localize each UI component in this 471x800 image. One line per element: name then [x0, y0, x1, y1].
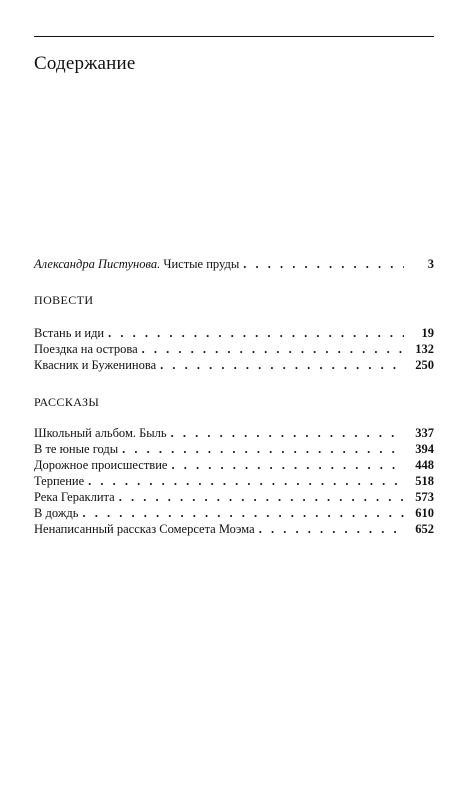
leader-dots [171, 425, 404, 441]
page-number: 448 [415, 458, 434, 472]
page-number: 394 [415, 442, 434, 456]
toc-entry-title: Встань и иди [34, 326, 105, 340]
toc-entry-title: Терпение [34, 474, 85, 488]
toc-entry-label [34, 256, 239, 272]
leader-dots [122, 441, 404, 457]
toc-entry [34, 325, 434, 341]
section-heading: РАССКАЗЫ [34, 395, 100, 409]
toc-entry-title: Ненаписанный рассказ Сомерсета Моэма [34, 522, 255, 536]
page-number: 518 [415, 474, 434, 488]
leader-dots [82, 505, 404, 521]
toc-entry-title: Школьный альбом. Быль [34, 426, 167, 440]
page-number: 19 [421, 326, 434, 340]
toc-entry [34, 473, 434, 489]
toc-entry-title: В дождь [34, 506, 79, 520]
intro-title: Чистые пруды [163, 257, 240, 271]
toc-entry-title: В те юные годы [34, 442, 119, 456]
toc-entry [34, 425, 434, 441]
toc-entry-title: Поездка на острова [34, 342, 138, 356]
toc-entry [34, 341, 434, 357]
section-heading: ПОВЕСТИ [34, 293, 94, 307]
page-number: 610 [415, 506, 434, 520]
leader-dots [259, 521, 404, 537]
page-number: 573 [415, 490, 434, 504]
toc-intro [34, 256, 434, 272]
page-number: 652 [415, 522, 434, 536]
toc-entry [34, 505, 434, 521]
toc-entry [34, 521, 434, 537]
toc-entry-intro [34, 256, 434, 272]
toc-entry [34, 489, 434, 505]
toc-entry-title: Дорожное происшествие [34, 458, 168, 472]
page-title: Содержание [34, 53, 136, 74]
top-rule [34, 36, 434, 37]
toc-entry-title: Река Гераклита [34, 490, 115, 504]
leader-dots [160, 357, 404, 373]
page-number: 132 [415, 342, 434, 356]
leader-dots [119, 489, 404, 505]
intro-author: Александра Пистунова. [34, 257, 161, 271]
page-number: 250 [415, 358, 434, 372]
toc-entry [34, 457, 434, 473]
leader-dots [108, 325, 404, 341]
leader-dots [142, 341, 404, 357]
leader-dots [243, 256, 404, 272]
toc-entry [34, 441, 434, 457]
leader-dots [88, 473, 404, 489]
toc-section-povesti [34, 292, 434, 308]
toc-section-rasskazy [34, 394, 434, 410]
leader-dots [171, 457, 404, 473]
page-number: 3 [427, 257, 434, 271]
page-number: 337 [415, 426, 434, 440]
toc-entry [34, 357, 434, 373]
toc-section-povesti-entries [34, 325, 434, 373]
toc-entry-title: Квасник и Буженинова [34, 358, 157, 372]
toc-section-rasskazy-entries [34, 425, 434, 537]
